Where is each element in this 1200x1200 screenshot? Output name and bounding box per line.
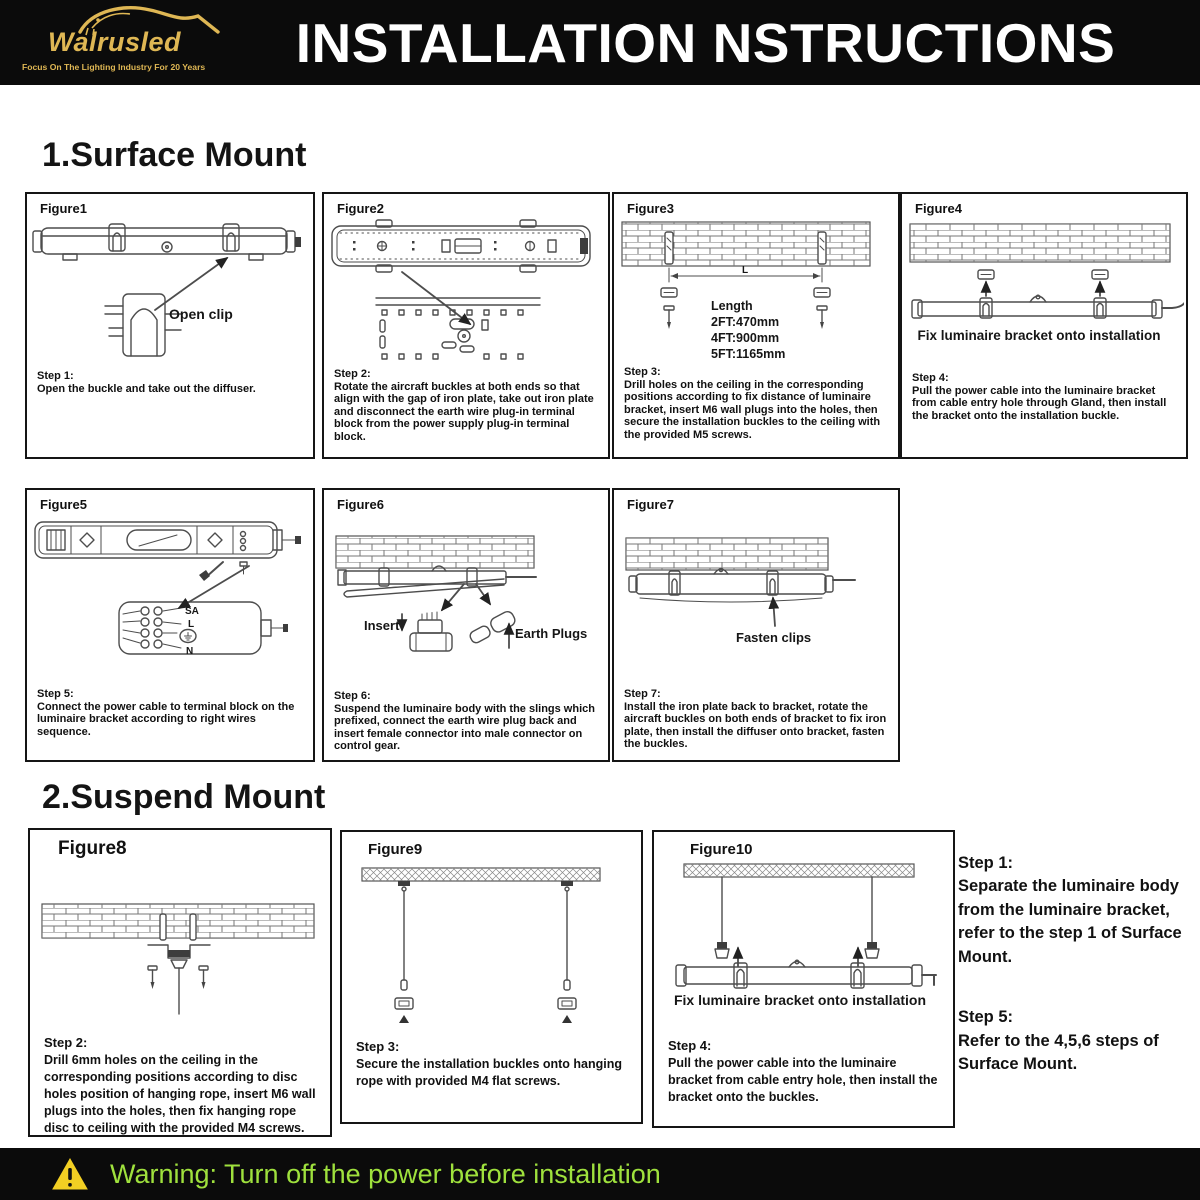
figure-label: Figure6 bbox=[337, 497, 384, 512]
figure1-drawing bbox=[27, 218, 309, 366]
figure-box-8 bbox=[28, 828, 332, 1137]
figure-box-2 bbox=[322, 192, 610, 459]
figure-box-5 bbox=[25, 488, 315, 762]
step-block bbox=[37, 370, 305, 395]
figure-box-10 bbox=[652, 830, 955, 1128]
step-title: Step 3: bbox=[356, 1039, 400, 1054]
terminal-label-sa: SA bbox=[185, 606, 199, 617]
figure-label: Figure8 bbox=[58, 838, 127, 859]
dimension-label: L bbox=[742, 265, 749, 276]
step-text: Secure the installation buckles onto hanging rope with provided M4 flat screws. bbox=[356, 1056, 623, 1088]
step-title: Step 4: bbox=[912, 372, 949, 384]
terminal-label-n: N bbox=[186, 646, 194, 657]
step-title: Step 5: bbox=[37, 688, 74, 700]
length-2ft: 2FT:470mm bbox=[711, 315, 780, 329]
figure6-drawing bbox=[324, 514, 606, 664]
figure8-drawing bbox=[30, 872, 326, 1030]
figure2-drawing bbox=[324, 218, 606, 364]
step-text: Pull the power cable into the luminaire bracket from cable entry hole through Gland, then install the bracket onto the installation buckle. bbox=[912, 384, 1167, 422]
step-title: Step 1: bbox=[37, 370, 74, 382]
step-title: Step 2: bbox=[334, 368, 371, 380]
figure-label: Figure5 bbox=[40, 497, 87, 512]
step-title: Step 4: bbox=[668, 1038, 712, 1053]
step-block bbox=[334, 368, 600, 443]
length-5ft: 5FT:1165mm bbox=[711, 347, 786, 361]
step-title: Step 5: bbox=[958, 1008, 1014, 1027]
warning-bar bbox=[0, 1148, 1200, 1200]
figure3-drawing bbox=[614, 218, 896, 364]
warning-text: Warning: Turn off the power before installation bbox=[110, 1158, 661, 1189]
step-text: Install the iron plate back to bracket, rotate the aircraft buckles on both ends of bracket to fix iron plate, then install the diffuser onto bracket, fasten the buckles. bbox=[624, 700, 887, 751]
step-title: Step 2: bbox=[44, 1035, 88, 1050]
figure-label: Figure7 bbox=[627, 497, 674, 512]
brand-logo bbox=[22, 0, 237, 85]
step-text: Drill holes on the ceiling in the corresponding positions according to fix distance of luminaire bracket, insert M6 wall plugs into the holes, then secure the installation buckles to the ceiling with the provided M5 screws. bbox=[624, 378, 881, 441]
step-text: Refer to the 4,5,6 steps of Surface Mount. bbox=[958, 1031, 1159, 1073]
figure4-drawing bbox=[902, 218, 1184, 364]
page-title: INSTALLATION NSTRUCTIONS bbox=[295, 11, 1116, 74]
step-title: Step 6: bbox=[334, 690, 371, 702]
earth-plugs-label: Earth Plugs bbox=[515, 626, 588, 641]
figure10-caption: Fix luminaire bracket onto installation bbox=[673, 992, 927, 1008]
step-block bbox=[912, 372, 1178, 422]
insert-label: Insert bbox=[364, 618, 400, 633]
length-4ft: 4FT:900mm bbox=[711, 331, 780, 345]
terminal-label-l: L bbox=[188, 619, 195, 630]
step-text: Connect the power cable to terminal block on the luminaire bracket according to right wires sequence. bbox=[37, 700, 295, 738]
figure-label: Figure4 bbox=[915, 201, 962, 216]
header bbox=[0, 0, 1200, 85]
step-title: Step 7: bbox=[624, 688, 661, 700]
step-block bbox=[624, 688, 890, 751]
step-text: Drill 6mm holes on the ceiling in the corresponding positions according to disc holes position of hanging rope, insert M6 wall plugs into the holes, then fix hanging rope disc to ceiling with the provided M4 screws. bbox=[44, 1052, 316, 1135]
suspend-side-steps bbox=[958, 852, 1196, 1076]
figure-box-4 bbox=[900, 192, 1188, 459]
step-block bbox=[356, 1038, 631, 1090]
figure-label: Figure1 bbox=[40, 201, 87, 216]
figure-box-7 bbox=[612, 488, 900, 762]
step-text: Rotate the aircraft buckles at both ends so that align with the gap of iron plate, take out iron plate and disconnect the earth wire plug-in terminal block from the power supply plug-in terminal block. bbox=[334, 380, 594, 443]
figure5-drawing bbox=[27, 514, 309, 664]
step-block bbox=[37, 688, 305, 738]
step-title: Step 3: bbox=[624, 366, 661, 378]
ground-symbol-icon bbox=[185, 633, 192, 641]
step-block bbox=[668, 1037, 943, 1106]
step-title: Step 1: bbox=[958, 854, 1014, 872]
fasten-clips-label: Fasten clips bbox=[736, 630, 812, 645]
step-text: Separate the luminaire body from the luminaire bracket, refer to the step 1 of Surface Mount. bbox=[958, 877, 1182, 966]
length-title: Length bbox=[711, 299, 753, 313]
step-block bbox=[44, 1034, 320, 1137]
step-text: Open the buckle and take out the diffuser. bbox=[37, 382, 256, 395]
step-block bbox=[334, 690, 600, 753]
figure-label: Figure3 bbox=[627, 201, 674, 216]
section-heading-suspend-mount: 2.Suspend Mount bbox=[42, 778, 326, 816]
step-text: Suspend the luminaire body with the slings which prefixed, connect the earth wire plug back and insert female connector into male connector on control gear. bbox=[334, 702, 595, 753]
open-clip-label: Open clip bbox=[169, 306, 233, 322]
figure-box-1 bbox=[25, 192, 315, 459]
figure-box-6 bbox=[322, 488, 610, 762]
figure-label: Figure10 bbox=[690, 841, 753, 858]
warning-triangle-icon bbox=[52, 1158, 88, 1190]
figure-box-9 bbox=[340, 830, 643, 1124]
figure-box-3 bbox=[612, 192, 900, 459]
step-text: Pull the power cable into the luminaire bracket from cable entry hole, then install the bracket onto the buckles. bbox=[668, 1055, 938, 1104]
figure7-drawing bbox=[614, 514, 896, 664]
step-block bbox=[624, 366, 890, 441]
figure-label: Figure9 bbox=[368, 841, 423, 858]
brand-tagline: Focus On The Lighting Industry For 20 Years bbox=[22, 62, 206, 72]
suspend-step-5 bbox=[958, 1006, 1196, 1076]
figure9-drawing bbox=[342, 862, 637, 1034]
figure10-drawing bbox=[654, 862, 953, 1037]
suspend-step-1 bbox=[958, 852, 1196, 969]
figure-label: Figure2 bbox=[337, 201, 384, 216]
brand-name: Walrusled bbox=[48, 27, 182, 57]
figure4-caption: Fix luminaire bracket onto installation bbox=[917, 328, 1161, 343]
section-heading-surface-mount: 1.Surface Mount bbox=[42, 136, 307, 174]
